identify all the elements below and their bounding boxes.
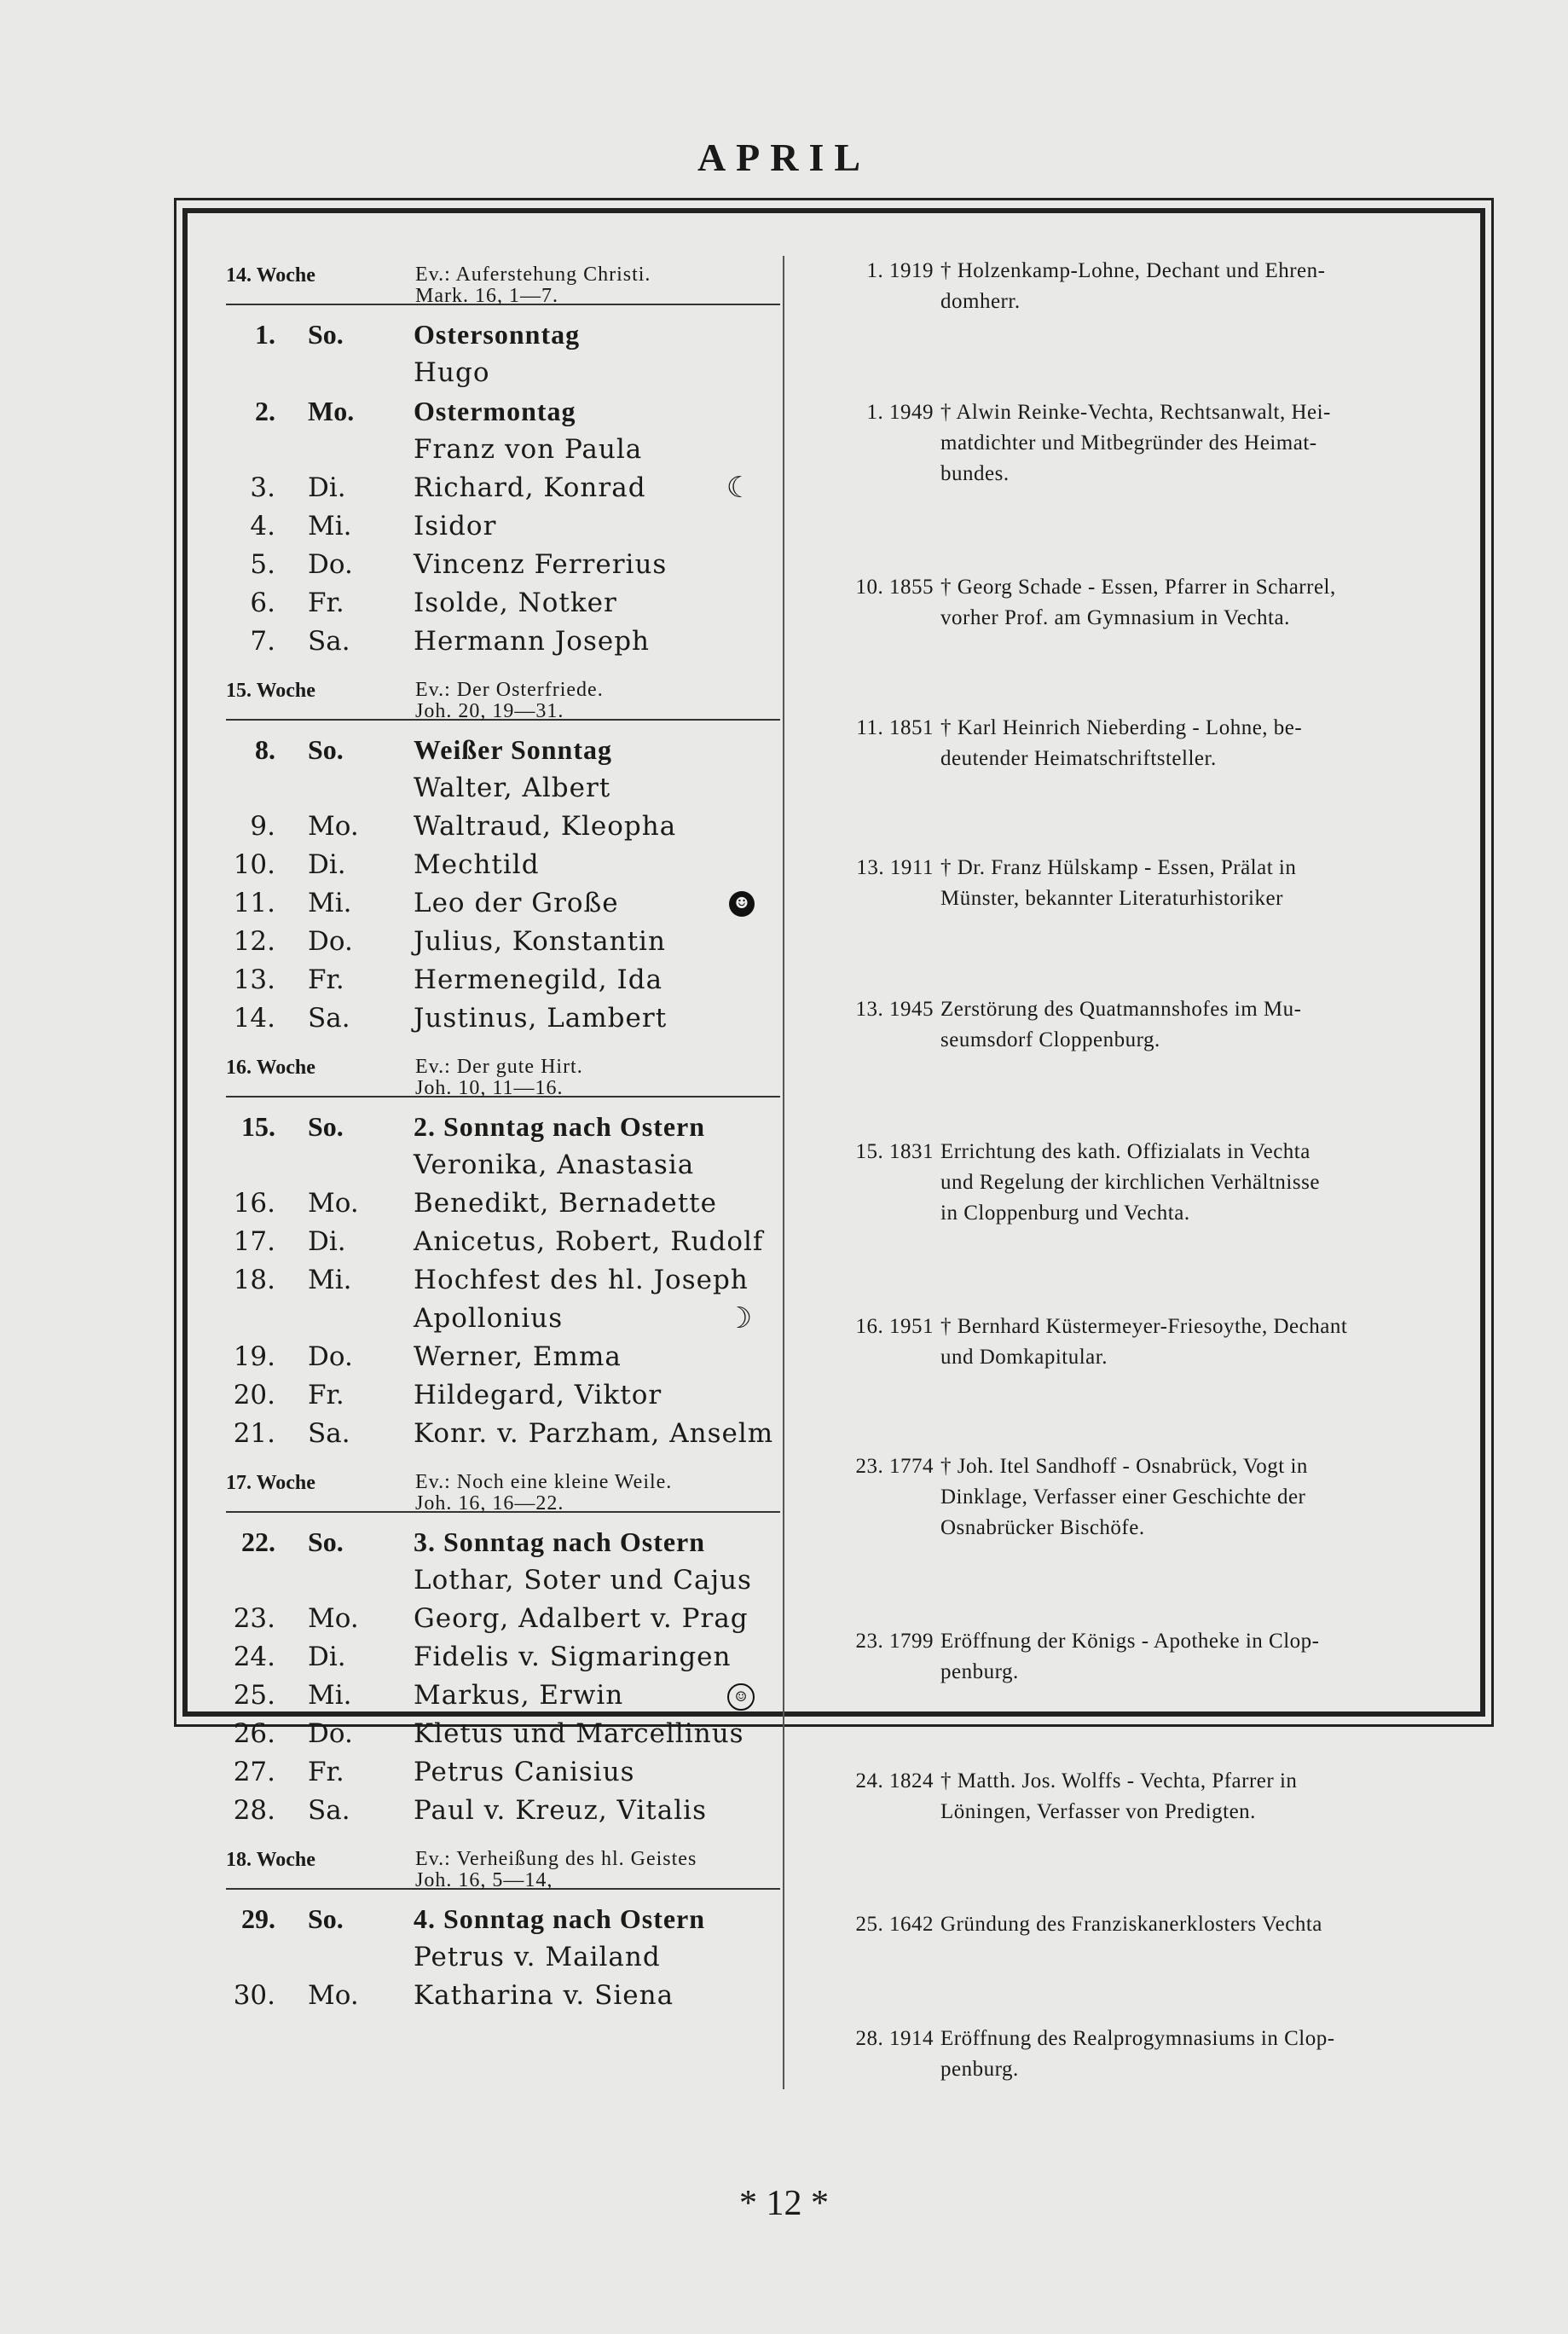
saint-name: Markus, Erwin — [414, 1680, 624, 1711]
weekday: So. — [308, 734, 344, 765]
waxing-moon-icon: ☽ — [726, 1301, 753, 1335]
history-event — [819, 713, 1441, 774]
weekday: Mo. — [308, 1603, 359, 1634]
week-header — [226, 1048, 780, 1098]
day-number: 29. — [241, 1903, 275, 1934]
weekday: So. — [308, 1526, 344, 1557]
day-row — [226, 1715, 780, 1753]
event-date: 23. 1799 — [855, 1630, 934, 1653]
day-number: 30. — [233, 1980, 275, 2011]
gospel-reference: Joh. 16, 5—14, — [415, 1869, 553, 1891]
event-date: 25. 1642 — [855, 1913, 934, 1936]
saint-name: Paul v. Kreuz, Vitalis — [414, 1795, 707, 1826]
week-block — [226, 256, 780, 671]
event-text: penburg. — [940, 2058, 1019, 2081]
new-moon-icon: ☺ — [727, 1683, 755, 1711]
event-text: Dinklage, Verfasser einer Geschichte der — [940, 1486, 1306, 1509]
day-row — [226, 999, 780, 1038]
day-row — [226, 1184, 780, 1223]
day-number — [226, 1146, 284, 1184]
day-row — [226, 469, 780, 507]
weekday: Mo. — [308, 1980, 359, 2011]
weekday — [284, 1561, 414, 1600]
event-text: † Alwin Reinke-Vechta, Rechtsanwalt, Hei- — [940, 401, 1331, 424]
page-title: APRIL — [697, 136, 871, 179]
day-number: 8. — [255, 734, 275, 765]
day-row — [226, 1415, 780, 1453]
day-row — [226, 1638, 780, 1677]
weekday — [284, 769, 414, 808]
day-row — [226, 1300, 780, 1338]
saint-name: Mechtild — [414, 849, 540, 880]
day-number: 5. — [250, 549, 275, 580]
day-number — [226, 1300, 284, 1338]
event-line — [819, 1909, 1441, 1940]
weekday — [284, 354, 414, 392]
event-text: † Georg Schade - Essen, Pfarrer in Scharrel, — [940, 576, 1336, 599]
weekday: Mi. — [308, 888, 352, 918]
weekday: Sa. — [308, 1795, 350, 1826]
saint-name: Georg, Adalbert v. Prag — [414, 1603, 749, 1634]
day-row — [226, 808, 780, 846]
saint-name: Hermenegild, Ida — [414, 964, 663, 995]
saint-name: Katharina v. Siena — [414, 1980, 674, 2011]
day-row — [226, 507, 780, 546]
event-line — [819, 1766, 1441, 1797]
event-text: † Holzenkamp-Lohne, Dechant und Ehren- — [940, 259, 1326, 282]
week-label: 18. Woche — [226, 1849, 315, 1871]
day-number: 9. — [250, 811, 275, 842]
day-row — [226, 431, 780, 469]
history-event — [819, 1766, 1441, 1827]
saint-name: Walter, Albert — [414, 773, 611, 803]
event-text: vorher Prof. am Gymnasium in Vechta. — [940, 606, 1290, 629]
day-number: 15. — [241, 1111, 275, 1142]
day-number — [226, 1561, 284, 1600]
saint-name: Weißer Sonntag — [414, 734, 612, 765]
gospel-reading — [415, 1471, 673, 1514]
day-number: 12. — [233, 926, 275, 957]
history-event — [819, 1909, 1441, 1940]
weekday: Mo. — [308, 396, 355, 426]
event-line — [819, 713, 1441, 744]
event-text: und Domkapitular. — [940, 1346, 1108, 1369]
weekday: Di. — [308, 1642, 346, 1672]
gospel-title: Ev.: Der Osterfriede. — [415, 679, 604, 701]
saint-name: Apollonius — [414, 1303, 564, 1334]
day-number: 24. — [233, 1642, 275, 1672]
event-text: Eröffnung der Königs - Apotheke in Clop- — [940, 1630, 1320, 1653]
day-row — [226, 884, 780, 923]
saint-name: Richard, Konrad — [414, 472, 646, 503]
weekday: Fr. — [308, 588, 344, 618]
saint-name: Hermann Joseph — [414, 626, 651, 657]
event-line — [819, 1137, 1441, 1167]
saint-name: Hochfest des hl. Joseph — [414, 1265, 749, 1295]
saint-name: Isolde, Notker — [414, 588, 617, 618]
weekday: Mi. — [308, 511, 352, 542]
saint-name: Lothar, Soter und Cajus — [414, 1565, 752, 1596]
day-row — [226, 923, 780, 961]
gospel-title: Ev.: Der gute Hirt. — [415, 1056, 583, 1078]
day-row — [226, 961, 780, 999]
event-date: 13. 1911 — [856, 856, 934, 879]
event-line — [819, 1626, 1441, 1657]
week-header — [226, 1840, 780, 1890]
saint-name: Anicetus, Robert, Rudolf — [414, 1226, 764, 1257]
day-row — [226, 1261, 780, 1300]
day-number: 27. — [233, 1757, 275, 1787]
day-number: 3. — [250, 472, 275, 503]
event-text: Osnabrücker Bischöfe. — [940, 1516, 1145, 1539]
day-row — [226, 392, 780, 431]
gospel-reading — [415, 1848, 697, 1891]
gospel-reading — [415, 264, 651, 307]
gospel-reference: Mark. 16, 1—7. — [415, 285, 558, 307]
day-row — [226, 316, 780, 354]
event-date: 10. 1855 — [855, 576, 934, 599]
gospel-title: Ev.: Auferstehung Christi. — [415, 264, 651, 286]
event-text: bundes. — [940, 462, 1010, 485]
day-row — [226, 1900, 780, 1938]
day-number: 22. — [241, 1526, 275, 1557]
event-text: deutender Heimatschriftsteller. — [940, 747, 1217, 770]
week-block — [226, 1463, 780, 1840]
event-text: in Cloppenburg und Vechta. — [940, 1202, 1190, 1225]
weekday: Do. — [308, 926, 353, 957]
event-line — [819, 397, 1441, 428]
event-text: † Bernhard Küstermeyer-Friesoythe, Dechant — [940, 1315, 1348, 1338]
day-number — [226, 354, 284, 392]
saint-name: Isidor — [414, 511, 497, 542]
event-text: matdichter und Mitbegründer des Heimat- — [940, 431, 1317, 455]
history-event — [819, 2024, 1441, 2085]
event-line — [819, 256, 1441, 287]
event-date: 16. 1951 — [855, 1315, 934, 1338]
event-date: 15. 1831 — [855, 1140, 934, 1163]
weekday: So. — [308, 1111, 344, 1142]
day-number: 16. — [233, 1188, 275, 1219]
week-header — [226, 1463, 780, 1513]
saint-name: Werner, Emma — [414, 1341, 622, 1372]
saint-name: Waltraud, Kleopha — [414, 811, 677, 842]
saint-name: Justinus, Lambert — [414, 1003, 668, 1034]
event-line — [819, 853, 1441, 883]
weekday: Fr. — [308, 1380, 344, 1410]
saint-name: Julius, Konstantin — [414, 926, 666, 957]
day-number: 14. — [233, 1003, 275, 1034]
day-number: 21. — [233, 1418, 275, 1449]
day-row — [226, 731, 780, 769]
event-date: 28. 1914 — [855, 2027, 934, 2050]
day-row — [226, 1938, 780, 1977]
weekday — [284, 431, 414, 469]
saint-name: 4. Sonntag nach Ostern — [414, 1903, 706, 1934]
weekday: Do. — [308, 1718, 353, 1749]
saint-name: Hugo — [414, 357, 490, 388]
event-text: † Matth. Jos. Wolffs - Vechta, Pfarrer in — [940, 1769, 1298, 1792]
day-number: 19. — [233, 1341, 275, 1372]
day-row — [226, 354, 780, 392]
gospel-reference: Joh. 10, 11—16. — [415, 1077, 564, 1099]
day-number: 2. — [255, 396, 275, 426]
calendar-column — [226, 256, 780, 2025]
day-row — [226, 1600, 780, 1638]
day-row — [226, 1753, 780, 1792]
day-number: 17. — [233, 1226, 275, 1257]
event-text: seumsdorf Cloppenburg. — [940, 1028, 1160, 1051]
gospel-reading — [415, 679, 604, 722]
day-number: 18. — [233, 1265, 275, 1295]
day-number: 7. — [250, 626, 275, 657]
week-label: 17. Woche — [226, 1472, 315, 1494]
saint-name: Petrus v. Mailand — [414, 1942, 661, 1972]
event-text: Zerstörung des Quatmannshofes im Mu- — [940, 998, 1302, 1021]
weekday: Di. — [308, 1226, 346, 1257]
weekday — [284, 1146, 414, 1184]
history-event — [819, 1137, 1441, 1229]
saint-name: Petrus Canisius — [414, 1757, 635, 1787]
day-row — [226, 1108, 780, 1146]
event-date: 24. 1824 — [855, 1769, 934, 1792]
history-event — [819, 1312, 1441, 1373]
day-number: 11. — [233, 888, 275, 918]
event-text: domherr. — [940, 290, 1021, 313]
day-number: 20. — [233, 1380, 275, 1410]
saint-name: Veronika, Anastasia — [414, 1150, 695, 1180]
week-label: 16. Woche — [226, 1057, 315, 1079]
weekday: Do. — [308, 549, 353, 580]
history-event — [819, 397, 1441, 489]
weekday — [284, 1300, 414, 1338]
gospel-reading — [415, 1056, 583, 1099]
event-date: 11. 1851 — [856, 716, 934, 739]
day-row — [226, 623, 780, 661]
history-event — [819, 994, 1441, 1056]
weekday: Mi. — [308, 1680, 352, 1711]
gospel-title: Ev.: Noch eine kleine Weile. — [415, 1471, 673, 1493]
day-number: 23. — [233, 1603, 275, 1634]
saint-name: Fidelis v. Sigmaringen — [414, 1642, 732, 1672]
day-row — [226, 546, 780, 584]
day-row — [226, 1223, 780, 1261]
weekday — [284, 1938, 414, 1977]
event-text: Eröffnung des Realprogymnasiums in Clop- — [940, 2027, 1335, 2050]
day-row — [226, 1523, 780, 1561]
gospel-title: Ev.: Verheißung des hl. Geistes — [415, 1848, 697, 1870]
weekday: So. — [308, 1903, 344, 1934]
saint-name: Vincenz Ferrerius — [414, 549, 668, 580]
week-header — [226, 256, 780, 305]
event-line — [819, 994, 1441, 1025]
saint-name: Franz von Paula — [414, 434, 643, 465]
day-row — [226, 1146, 780, 1184]
day-number: 10. — [233, 849, 275, 880]
day-number: 26. — [233, 1718, 275, 1749]
weekday: Mo. — [308, 1188, 359, 1219]
weekday: Di. — [308, 849, 346, 880]
day-number: 28. — [233, 1795, 275, 1826]
gospel-reference: Joh. 20, 19—31. — [415, 700, 564, 722]
saint-name: Leo der Große — [414, 888, 619, 918]
full-moon-icon: ☻ — [729, 891, 755, 917]
day-row — [226, 1677, 780, 1715]
saint-name: Hildegard, Viktor — [414, 1380, 662, 1410]
weekday: Fr. — [308, 964, 344, 995]
history-event — [819, 1451, 1441, 1543]
day-number — [226, 769, 284, 808]
event-text: und Regelung der kirchlichen Verhältnisse — [940, 1171, 1320, 1194]
event-date: 1. 1919 — [866, 259, 934, 282]
day-row — [226, 584, 780, 623]
day-number: 4. — [250, 511, 275, 542]
day-row — [226, 1376, 780, 1415]
weekday: Do. — [308, 1341, 353, 1372]
day-row — [226, 769, 780, 808]
saint-name: Benedikt, Bernadette — [414, 1188, 717, 1219]
day-row — [226, 1977, 780, 2015]
weekday: Sa. — [308, 626, 350, 657]
saint-name: Ostermontag — [414, 396, 576, 426]
week-label: 14. Woche — [226, 264, 315, 287]
page-number: * 12 * — [739, 2184, 829, 2223]
day-number: 1. — [255, 319, 275, 350]
day-row — [226, 846, 780, 884]
event-line — [819, 572, 1441, 603]
day-row — [226, 1561, 780, 1600]
event-date: 23. 1774 — [855, 1455, 934, 1478]
history-event — [819, 256, 1441, 317]
waning-moon-icon: ☾ — [726, 471, 753, 505]
gospel-reference: Joh. 16, 16—22. — [415, 1492, 564, 1514]
event-date: 1. 1949 — [866, 401, 934, 424]
event-text: Errichtung des kath. Offizialats in Vechta — [940, 1140, 1311, 1163]
week-header — [226, 671, 780, 721]
day-row — [226, 1338, 780, 1376]
week-block — [226, 1840, 780, 2025]
event-text: penburg. — [940, 1660, 1019, 1683]
history-event — [819, 572, 1441, 634]
saint-name: Kletus und Marcellinus — [414, 1718, 744, 1749]
weekday: Fr. — [308, 1757, 344, 1787]
weekday: Mi. — [308, 1265, 352, 1295]
day-number: 13. — [233, 964, 275, 995]
day-number — [226, 431, 284, 469]
event-text: Gründung des Franziskanerklosters Vechta — [940, 1913, 1322, 1936]
weekday: Di. — [308, 472, 346, 503]
event-text: † Karl Heinrich Nieberding - Lohne, be- — [940, 716, 1303, 739]
event-text: Münster, bekannter Literaturhistoriker — [940, 887, 1283, 910]
weekday: Mo. — [308, 811, 359, 842]
day-row — [226, 1792, 780, 1830]
weekday: So. — [308, 319, 344, 350]
day-number: 6. — [250, 588, 275, 618]
event-text: Löningen, Verfasser von Predigten. — [940, 1800, 1256, 1823]
event-text: † Joh. Itel Sandhoff - Osnabrück, Vogt in — [940, 1455, 1308, 1478]
saint-name: Konr. v. Parzham, Anselm — [414, 1418, 774, 1449]
history-event — [819, 853, 1441, 914]
event-line — [819, 1312, 1441, 1342]
event-line — [819, 2024, 1441, 2054]
event-line — [819, 1451, 1441, 1482]
history-event — [819, 1626, 1441, 1688]
weekday: Sa. — [308, 1003, 350, 1034]
saint-name: 2. Sonntag nach Ostern — [414, 1111, 706, 1142]
saint-name: Ostersonntag — [414, 319, 581, 350]
event-text: † Dr. Franz Hülskamp - Essen, Prälat in — [940, 856, 1297, 879]
week-block — [226, 1048, 780, 1463]
column-divider — [783, 256, 784, 2089]
saint-name: 3. Sonntag nach Ostern — [414, 1526, 706, 1557]
day-number: 25. — [233, 1680, 275, 1711]
week-block — [226, 671, 780, 1048]
week-label: 15. Woche — [226, 680, 315, 702]
weekday: Sa. — [308, 1418, 350, 1449]
event-date: 13. 1945 — [855, 998, 934, 1021]
day-number — [226, 1938, 284, 1977]
